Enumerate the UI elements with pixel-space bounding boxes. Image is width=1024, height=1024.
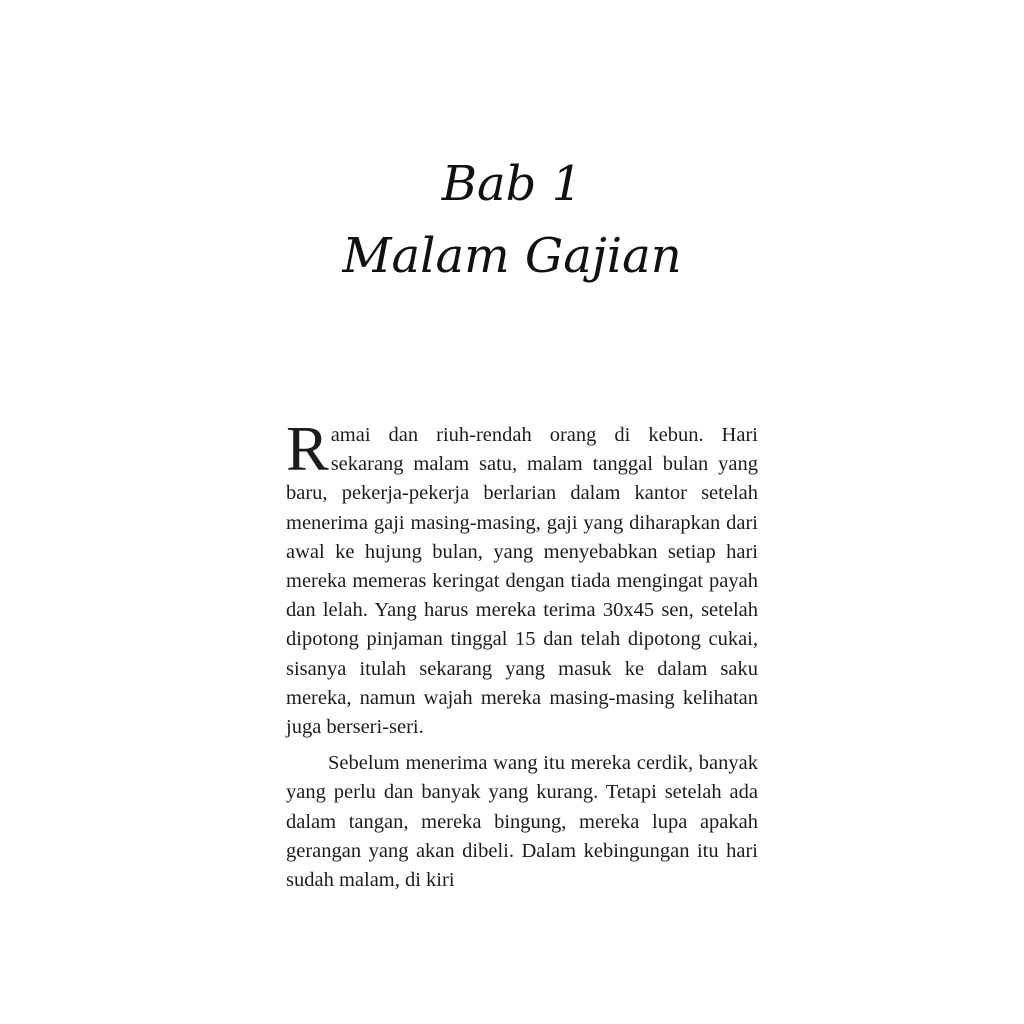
chapter-number: Bab 1 [441,156,583,212]
chapter-body [286,413,758,895]
paragraph-2: Sebelum menerima wang itu mereka cerdik, banyak yang perlu dan banyak yang kurang. Tetapi setelah ada dalam tangan, mereka bingung, mereka lupa apakah gerangan yang akan dibeli. Dalam kebingungan itu hari sudah malam, di kiri [286,752,758,892]
chapter-title: Malam Gajian [342,228,682,284]
drop-cap: R [286,413,329,484]
paragraph-1 [286,413,758,742]
paragraph-1-text: amai dan riuh-rendah orang di kebun. Hari sekarang malam satu, malam tanggal bulan yang baru, pekerja-pekerja berlarian dalam kantor setelah menerima gaji masing-masing, gaji yang diharapkan dari awal ke hujung bulan, yang menyebabkan setiap hari mereka memeras keringat dengan tiada mengingat payah dan lelah. Yang harus mereka terima 30x45 sen, setelah dipotong pinjaman tinggal 15 dan telah dipotong cukai, sisanya itulah sekarang yang masuk ke dalam saku mereka, namun wajah mereka masing-masing kelihatan juga berseri-seri. [286,424,758,739]
chapter-heading [0,148,1024,292]
